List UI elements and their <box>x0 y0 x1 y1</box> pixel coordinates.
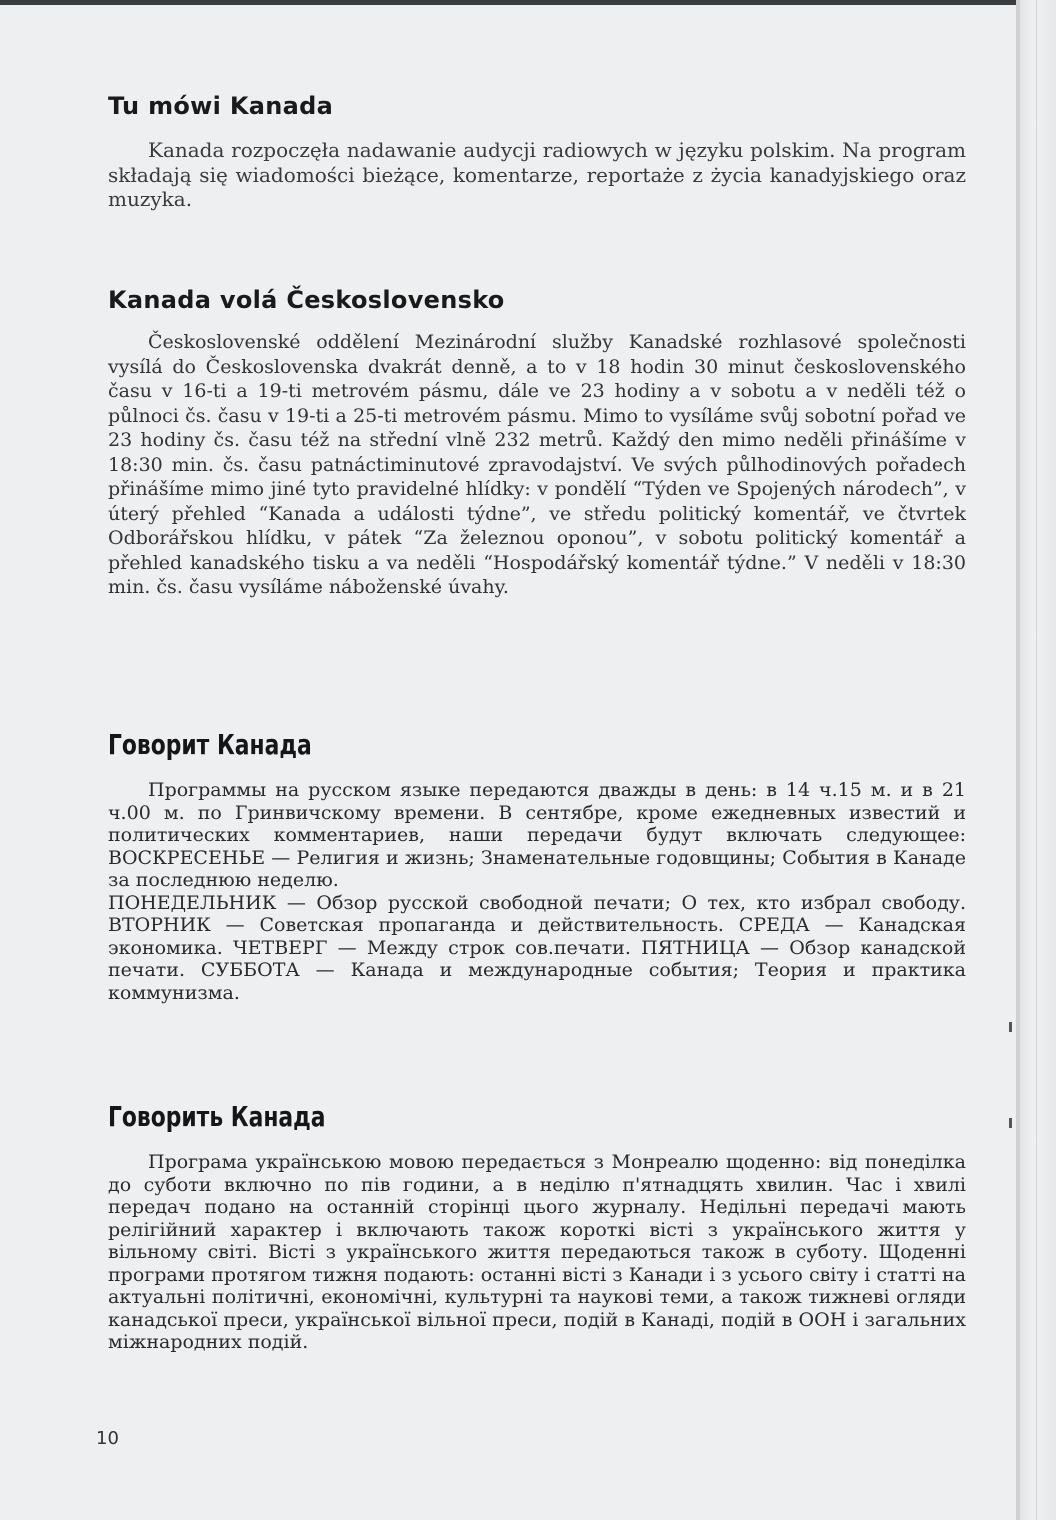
section-russian <box>108 728 966 1004</box>
section-body: Československé oddělení Mezinárodní služby Kanadské rozhlasové společnosti vysílá do Československa dvakrát denně, a to v 18 hodin 30 minut československého času v 16-ti a 19-ti metrovém pásmu, dále ve 23 hodiny a v sobotu a v neděli též o půlnoci čs. času v 19-ti a 25-ti metrovém pásmu. Mimo to vysíláme svůj sobotní pořad ve 23 hodiny čs. času též na střední vlně 232 metrů. Každý den mimo neděli přinášíme v 18:30 min. čs. času patnáctiminutové zpravodajství. Ve svých půlhodinových pořadech přinášíme mimo jiné tyto pravidelné hlídky: v pondělí “Týden ve Spojených národech”, v úterý přehled “Kanada a události týdne”, ve středu politický komentář, ve čtvrtek Odborářskou hlídku, v pátek “Za železnou oponou”, v sobotu politický komentář a přehled kanadského tisku a va neděli “Hospodářský komentář týdne.” V neděli v 18:30 min. čs. času vysíláme náboženské úvahy. <box>108 331 966 598</box>
section-body-schedule: ПОНЕДЕЛЬНИК — Обзор русской свободной печати; О тех, кто избрал свободу. ВТОРНИК — Советская пропаганда и действительность. СРЕДА — Канадская экономика. ЧЕТВЕРГ — Между строк сов.печати. ПЯТНИЦА — Обзор канадской печати. СУББОТА — Канада и международные события; Теория и практика коммунизма. <box>108 891 966 1004</box>
section-body: Kanada rozpoczęła nadawanie audycji radiowych w języku polskim. Na program składają się wiadomości bieżące, komentarze, reportaże z życia kanadyjskiego oraz muzyka. <box>108 138 966 211</box>
margin-mark <box>1009 1022 1012 1032</box>
section-heading: Говорит Канада <box>108 728 312 761</box>
margin-mark <box>1009 1118 1012 1128</box>
page-number: 10 <box>96 1428 119 1449</box>
section-polish <box>108 92 966 212</box>
fold-line <box>1036 0 1037 1520</box>
section-heading: Kanada volá Československo <box>108 286 505 314</box>
section-heading: Tu mówi Kanada <box>108 92 334 120</box>
section-body: Програма українською мовою передається з Монреалю щоденно: від понеділка до суботи включно по пів години, а в неділю п'ятнадцять хвилин. Час і хвилі передач подано на останній сторінці цього журналу. Недільні передачі мають релігійний характер і включають також короткі вісті з українського життя у вільному світі. Вісті з українського життя передаються також в суботу. Щоденні програми протягом тижня подають: останні вісті з Канади і з усього світу і статті на актуальні політичні, економічні, культурні та наукові теми, а також тижневі огляди канадської преси, української вільної преси, подій в Канаді, подій в ООН і загальних міжнародних подій. <box>108 1151 966 1353</box>
section-heading: Говорить Канада <box>108 1100 326 1133</box>
section-body: Программы на русском языке передаются дважды в день: в 14 ч.15 м. и в 21 ч.00 м. по Гринвичскому времени. В сентябре, кроме ежедневных известий и политических комментариев, наши передачи будут включать следующее: ВОСКРЕСЕНЬЕ — Религия и жизнь; Знаменательные годовщины; События в Канаде за последнюю неделю. <box>108 779 966 891</box>
adjacent-page-fold <box>1020 0 1056 1520</box>
section-czech <box>108 286 966 600</box>
section-ukrainian <box>108 1100 966 1354</box>
